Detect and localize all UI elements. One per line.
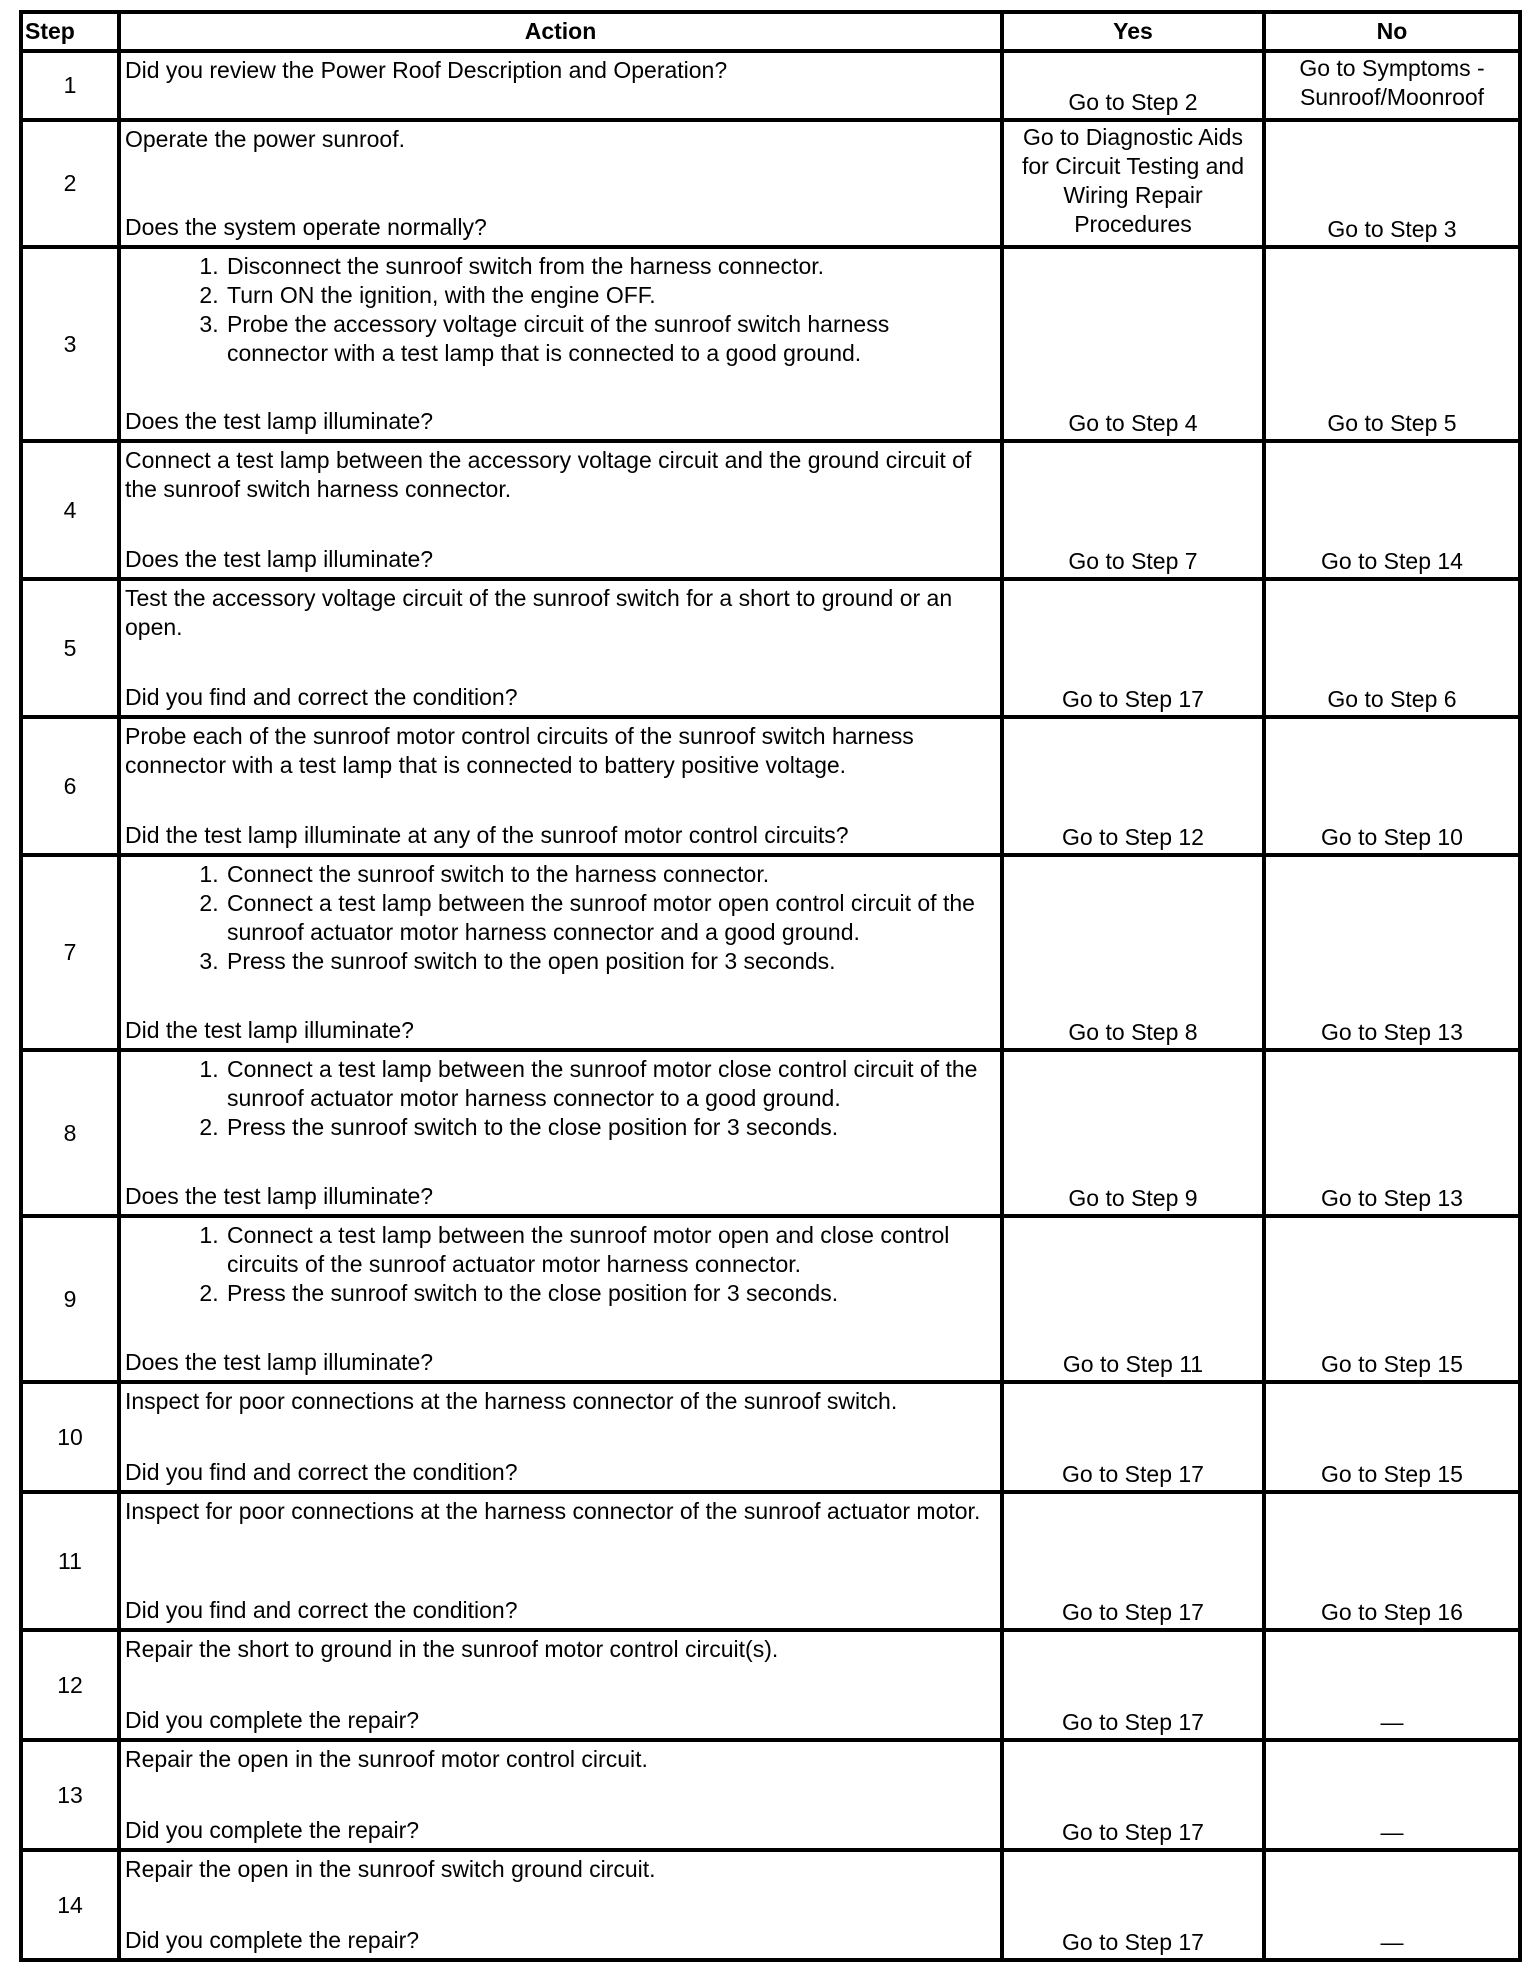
action-column-header: Action xyxy=(119,12,1002,51)
table-row xyxy=(21,120,1520,247)
no-result: Go to Step 3 xyxy=(1264,120,1520,247)
action-question: Did the test lamp illuminate at any of the sunroof motor control circuits? xyxy=(125,822,849,848)
action-cell xyxy=(119,579,1002,717)
yes-result: Go to Step 17 xyxy=(1002,1492,1264,1630)
action-step: 2. Press the sunroof switch to the close position for 3 seconds. xyxy=(225,1113,994,1142)
action-steps-list xyxy=(125,1221,994,1308)
action-question: Did you complete the repair? xyxy=(125,1927,420,1953)
action-question: Does the system operate normally? xyxy=(125,214,487,240)
step-number: 8 xyxy=(21,1050,119,1216)
yes-result: Go to Step 12 xyxy=(1002,717,1264,855)
step-number: 12 xyxy=(21,1630,119,1740)
step-number: 10 xyxy=(21,1382,119,1492)
table-row xyxy=(21,1740,1520,1850)
no-result: — xyxy=(1264,1740,1520,1850)
action-cell xyxy=(119,120,1002,247)
action-cell xyxy=(119,1382,1002,1492)
action-question: Did the test lamp illuminate? xyxy=(125,1017,414,1043)
action-steps-list xyxy=(125,860,994,976)
yes-column-header: Yes xyxy=(1002,12,1264,51)
yes-result: Go to Step 17 xyxy=(1002,1630,1264,1740)
no-result: Go to Step 13 xyxy=(1264,1050,1520,1216)
table-row xyxy=(21,247,1520,441)
action-cell xyxy=(119,1740,1002,1850)
table-row xyxy=(21,1382,1520,1492)
action-question: Did you complete the repair? xyxy=(125,1817,420,1843)
action-text: Operate the power sunroof. xyxy=(125,126,405,152)
yes-result: Go to Step 2 xyxy=(1002,51,1264,120)
no-result: Go to Step 16 xyxy=(1264,1492,1520,1630)
no-result: — xyxy=(1264,1850,1520,1960)
step-number: 4 xyxy=(21,441,119,579)
action-question: Did you find and correct the condition? xyxy=(125,1459,518,1485)
step-number: 13 xyxy=(21,1740,119,1850)
table-row xyxy=(21,1850,1520,1960)
action-text: Repair the open in the sunroof switch ground circuit. xyxy=(125,1856,656,1882)
step-number: 9 xyxy=(21,1216,119,1382)
action-question: Does the test lamp illuminate? xyxy=(125,1183,434,1209)
no-result: Go to Step 14 xyxy=(1264,441,1520,579)
action-cell xyxy=(119,51,1002,120)
step-number: 14 xyxy=(21,1850,119,1960)
yes-result: Go to Step 17 xyxy=(1002,1382,1264,1492)
action-question: Did you find and correct the condition? xyxy=(125,1597,518,1623)
table-row xyxy=(21,579,1520,717)
no-result: Go to Step 10 xyxy=(1264,717,1520,855)
action-step: 2. Turn ON the ignition, with the engine OFF. xyxy=(225,281,994,310)
action-step: 3. Probe the accessory voltage circuit of the sunroof switch harness connector with a test lamp that is connected to a good ground. xyxy=(225,310,994,368)
action-step: 1. Connect a test lamp between the sunroof motor open and close control circuits of the sunroof actuator motor harness connector. xyxy=(225,1221,994,1279)
action-cell xyxy=(119,1630,1002,1740)
no-result: — xyxy=(1264,1630,1520,1740)
table-row xyxy=(21,1050,1520,1216)
action-question: Does the test lamp illuminate? xyxy=(125,546,434,572)
action-text: Test the accessory voltage circuit of the sunroof switch for a short to ground or an open. xyxy=(125,585,953,640)
action-cell xyxy=(119,717,1002,855)
action-steps-list xyxy=(125,252,994,368)
header-row xyxy=(21,12,1520,51)
yes-result: Go to Step 9 xyxy=(1002,1050,1264,1216)
table-body xyxy=(21,51,1520,1960)
step-number: 2 xyxy=(21,120,119,247)
step-number: 1 xyxy=(21,51,119,120)
action-question: Did you complete the repair? xyxy=(125,1707,420,1733)
yes-result: Go to Step 17 xyxy=(1002,1740,1264,1850)
action-text: Probe each of the sunroof motor control circuits of the sunroof switch harness connector with a test lamp that is connected to battery positive voltage. xyxy=(125,723,914,778)
action-steps-list xyxy=(125,1055,994,1142)
no-result: Go to Symptoms - Sunroof/Moonroof xyxy=(1264,51,1520,120)
action-text: Did you review the Power Roof Description and Operation? xyxy=(125,57,728,83)
action-text: Inspect for poor connections at the harness connector of the sunroof actuator motor. xyxy=(125,1498,981,1524)
action-cell xyxy=(119,1492,1002,1630)
action-cell xyxy=(119,441,1002,579)
table-row xyxy=(21,441,1520,579)
no-result: Go to Step 6 xyxy=(1264,579,1520,717)
action-step: 2. Connect a test lamp between the sunroof motor open control circuit of the sunroof actuator motor harness connector and a good ground. xyxy=(225,889,994,947)
action-question: Does the test lamp illuminate? xyxy=(125,408,434,434)
step-number: 6 xyxy=(21,717,119,855)
yes-result: Go to Step 4 xyxy=(1002,247,1264,441)
table-row xyxy=(21,51,1520,120)
table-row xyxy=(21,1216,1520,1382)
yes-result: Go to Step 17 xyxy=(1002,1850,1264,1960)
yes-result: Go to Step 8 xyxy=(1002,855,1264,1050)
action-step: 1. Connect the sunroof switch to the harness connector. xyxy=(225,860,994,889)
table-row xyxy=(21,855,1520,1050)
no-result: Go to Step 15 xyxy=(1264,1216,1520,1382)
diagnostic-table xyxy=(19,10,1522,1962)
yes-result: Go to Step 11 xyxy=(1002,1216,1264,1382)
no-result: Go to Step 13 xyxy=(1264,855,1520,1050)
step-number: 11 xyxy=(21,1492,119,1630)
action-cell xyxy=(119,247,1002,441)
action-question: Did you find and correct the condition? xyxy=(125,684,518,710)
action-text: Repair the short to ground in the sunroof motor control circuit(s). xyxy=(125,1636,779,1662)
action-cell xyxy=(119,855,1002,1050)
action-cell xyxy=(119,1216,1002,1382)
no-result: Go to Step 15 xyxy=(1264,1382,1520,1492)
table-row xyxy=(21,1630,1520,1740)
step-number: 7 xyxy=(21,855,119,1050)
yes-result: Go to Step 17 xyxy=(1002,579,1264,717)
table-row xyxy=(21,717,1520,855)
yes-result: Go to Step 7 xyxy=(1002,441,1264,579)
step-number: 3 xyxy=(21,247,119,441)
action-step: 2. Press the sunroof switch to the close position for 3 seconds. xyxy=(225,1279,994,1308)
action-cell xyxy=(119,1850,1002,1960)
table-row xyxy=(21,1492,1520,1630)
no-result: Go to Step 5 xyxy=(1264,247,1520,441)
action-cell xyxy=(119,1050,1002,1216)
action-text: Inspect for poor connections at the harness connector of the sunroof switch. xyxy=(125,1388,898,1414)
action-text: Repair the open in the sunroof motor control circuit. xyxy=(125,1746,648,1772)
yes-result: Go to Diagnostic Aids for Circuit Testing and Wiring Repair Procedures xyxy=(1002,120,1264,247)
action-step: 1. Disconnect the sunroof switch from the harness connector. xyxy=(225,252,994,281)
step-number: 5 xyxy=(21,579,119,717)
step-column-header: Step xyxy=(21,12,119,51)
action-step: 1. Connect a test lamp between the sunroof motor close control circuit of the sunroof actuator motor harness connector to a good ground. xyxy=(225,1055,994,1113)
action-step: 3. Press the sunroof switch to the open position for 3 seconds. xyxy=(225,947,994,976)
action-text: Connect a test lamp between the accessory voltage circuit and the ground circuit of the sunroof switch harness connector. xyxy=(125,447,972,502)
action-question: Does the test lamp illuminate? xyxy=(125,1349,434,1375)
no-column-header: No xyxy=(1264,12,1520,51)
